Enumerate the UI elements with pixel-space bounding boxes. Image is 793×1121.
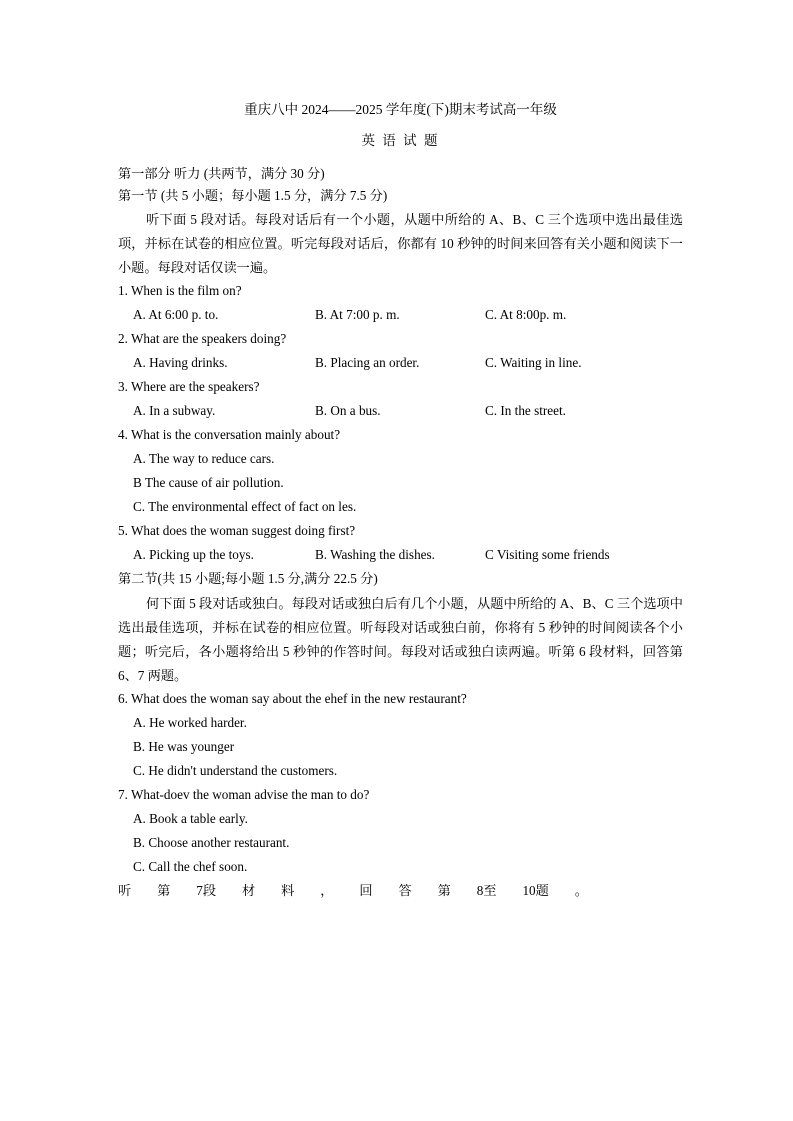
spread-char: 料	[281, 883, 295, 898]
question-option: B. Choose another restaurant.	[133, 835, 290, 850]
question-option: A. In a subway.	[133, 403, 216, 418]
question-option: C Visiting some friends	[485, 547, 610, 562]
spread-char: 材	[241, 883, 256, 898]
question-option: B. Washing the dishes.	[315, 547, 435, 562]
spread-char: 8至	[476, 883, 497, 898]
question-option: C. In the street.	[485, 403, 566, 418]
question-option: B. On a bus.	[315, 403, 381, 418]
question-stem: 2. What are the speakers doing?	[118, 331, 287, 346]
section1-instructions: 听下面 5 段对话。每段对话后有一个小题，从题中所给的 A、B、C 三个选项中选出最佳选项，并标在试卷的相应位置。听完每段对话后，你都有 10 秒钟的时间来回答有关小题和阅读下一小题。每段对话仅读一遍。	[118, 212, 683, 275]
question-option: C. Waiting in line.	[485, 355, 582, 370]
part1-heading: 第一部分 听力 (共两节，满分 30 分)	[118, 166, 325, 181]
exam-title: 重庆八中 2024——2025 学年度(下)期末考试高一年级	[244, 102, 557, 117]
question-option: A. Having drinks.	[133, 355, 228, 370]
spread-char: 第	[437, 883, 451, 898]
question-option: A. Book a table early.	[133, 811, 248, 826]
question-option: A. At 6:00 p. to.	[133, 307, 219, 322]
spread-char: 。	[574, 883, 588, 898]
question-option: C. Call the chef soon.	[133, 859, 248, 874]
question-option: A. He worked harder.	[133, 715, 247, 730]
question-stem: 3. Where are the speakers?	[118, 379, 260, 394]
question-stem: 5. What does the woman suggest doing first?	[118, 523, 356, 538]
section1-heading: 第一节 (共 5 小题；每小题 1.5 分，满分 7.5 分)	[118, 188, 388, 203]
question-option: C. The environmental effect of fact on les.	[133, 499, 357, 514]
question-option: C. He didn't understand the customers.	[133, 763, 338, 778]
question-option: A. The way to reduce cars.	[133, 451, 275, 466]
spread-char: 第	[157, 883, 171, 898]
question-option: B The cause of air pollution.	[133, 475, 284, 490]
question-option: B. At 7:00 p. m.	[315, 307, 400, 322]
question-stem: 7. What-doev the woman advise the man to do?	[118, 787, 370, 802]
question-stem: 4. What is the conversation mainly about?	[118, 427, 341, 442]
spread-char: 7段	[196, 883, 217, 898]
question-option: B. Placing an order.	[315, 355, 420, 370]
question-option: C. At 8:00p. m.	[485, 307, 567, 322]
material-instruction-line	[118, 879, 588, 903]
exam-subtitle: 英 语 试 题	[361, 133, 440, 148]
spread-char: 答	[398, 883, 412, 898]
question-stem: 6. What does the woman say about the ehef in the new restaurant?	[118, 691, 467, 706]
spread-char: 10题	[522, 883, 549, 898]
spread-char: ，	[320, 883, 334, 898]
spread-char: 回	[359, 883, 373, 898]
section2-heading: 第二节(共 15 小题;每小题 1.5 分,满分 22.5 分)	[118, 571, 378, 586]
question-option: B. He was younger	[133, 739, 235, 754]
section2-instructions: 何下面 5 段对话或独白。每段对话或独白后有几个小题，从题中所给的 A、B、C 三个选项中选出最佳选项，并标在试卷的相应位置。听每段对话或独白前，你将有 5 秒钟的时间阅读各个小题；听完后，各小题将给出 5 秒钟的作答时间。每段对话或独白读两遍。听第 6 段材料，回答第 6、7 两题。	[118, 596, 683, 683]
spread-char: 听	[118, 883, 132, 898]
question-stem: 1. When is the film on?	[118, 283, 242, 298]
question-option: A. Picking up the toys.	[133, 547, 254, 562]
